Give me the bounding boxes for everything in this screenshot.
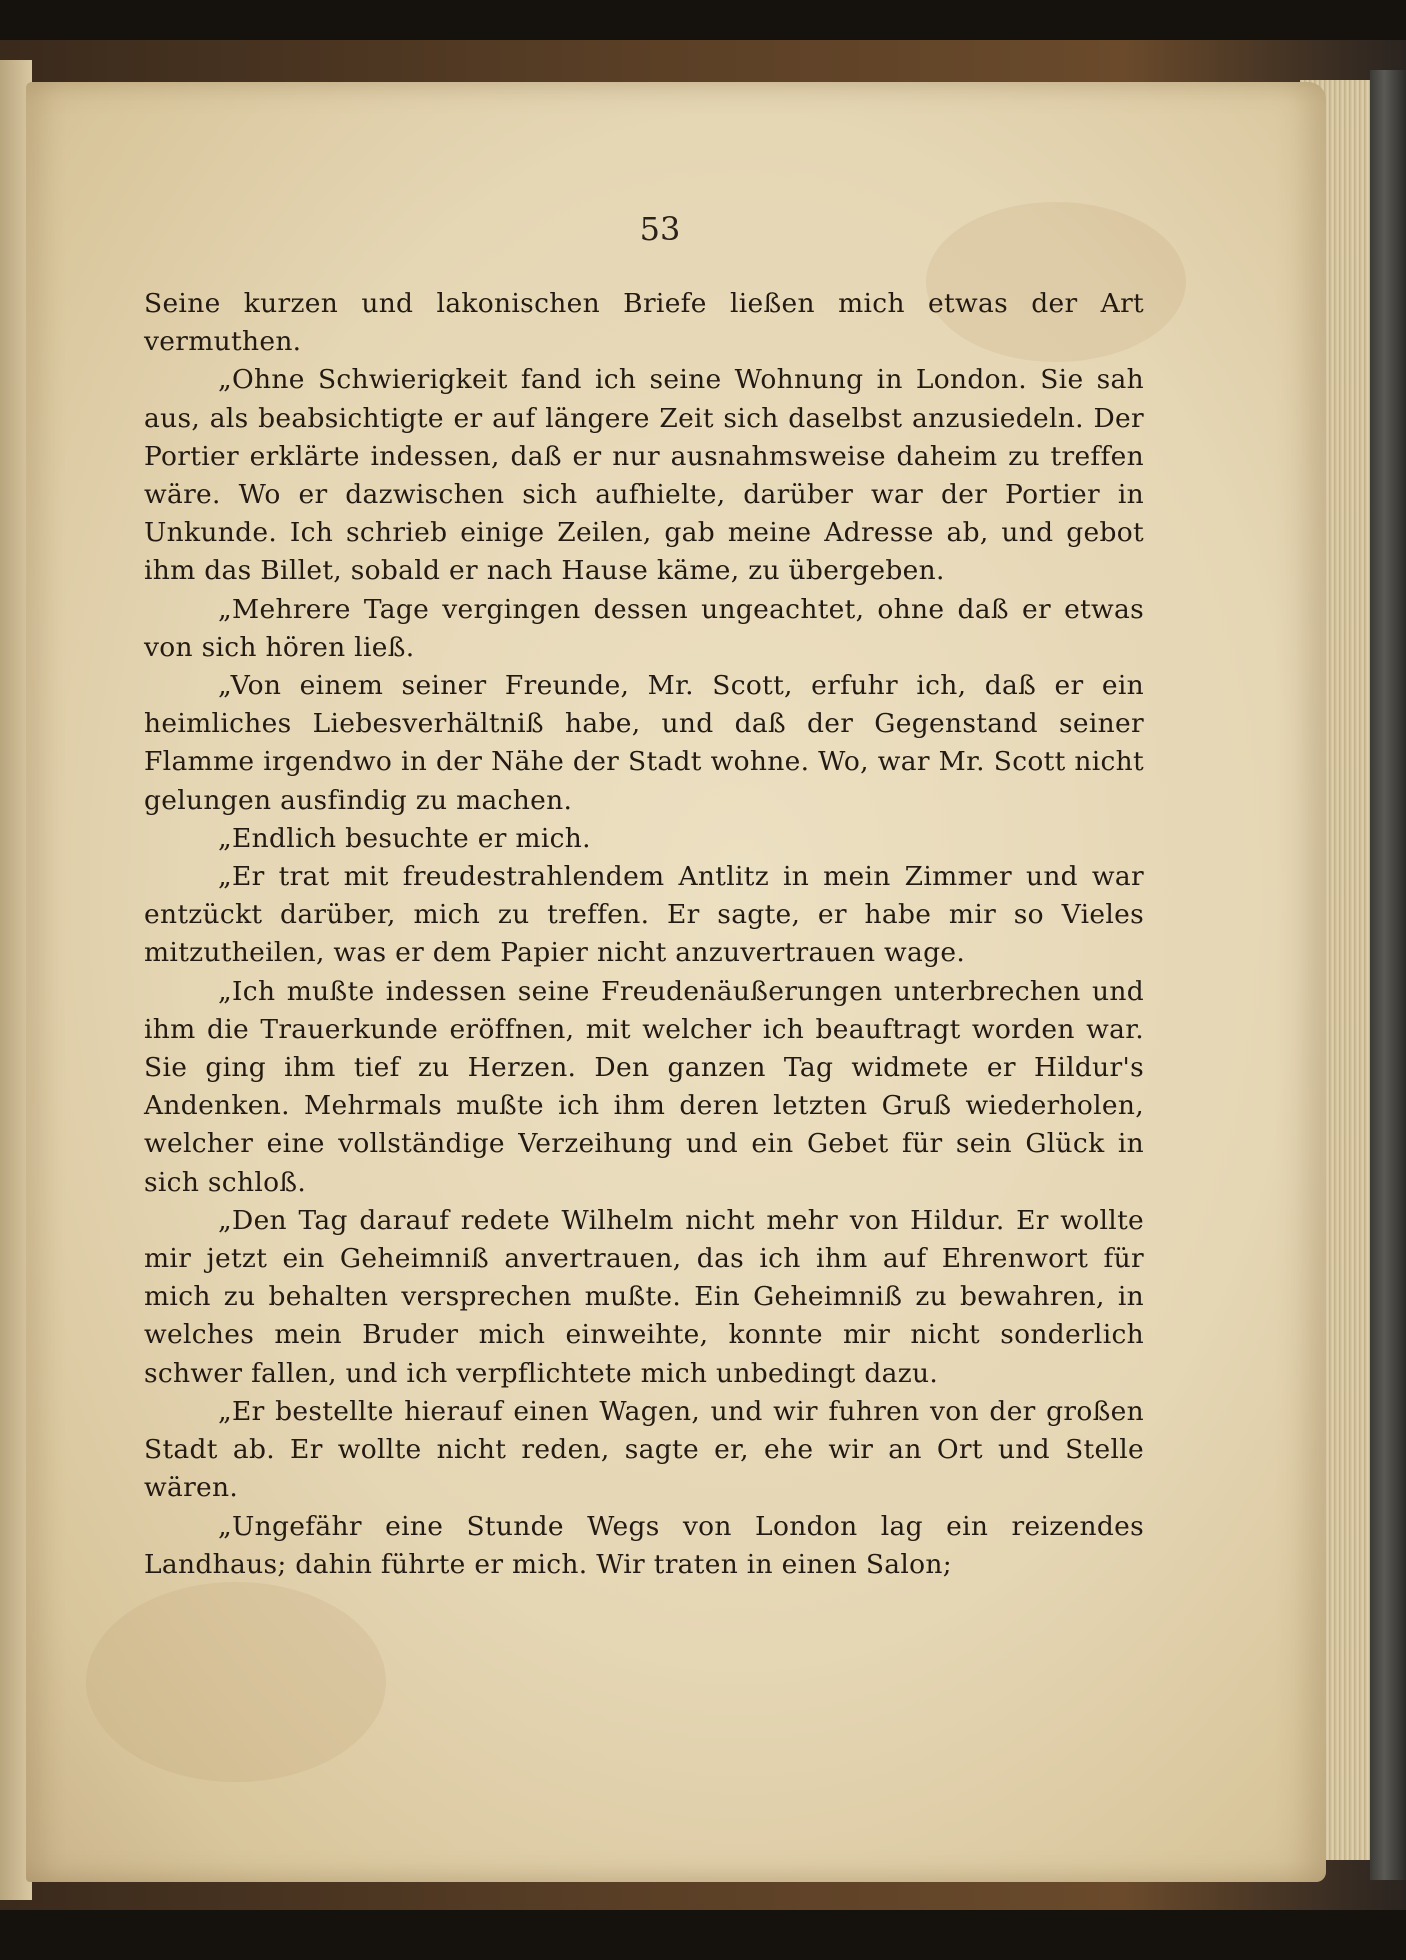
page-number: 53 xyxy=(639,210,681,248)
paragraph: „Ungefähr eine Stunde Wegs von London lag ein reizendes Landhaus; dahin führte er mich. Wir traten in einen Salon; xyxy=(144,1510,1144,1580)
page-text xyxy=(144,285,1144,1584)
paragraph: „Ich mußte indessen seine Freudenäußerungen unterbrechen und ihm die Trauerkunde eröffnen, mit welcher ich beauftragt worden war. Sie ging ihm tief zu Herzen. Den ganzen Tag widmete er Hildur's Andenken. Mehrmals mußte ich ihm deren letzten Gruß wiederholen, welcher eine vollständige Verzeihung und ein Gebet für sein Glück in sich schloß. xyxy=(144,975,1144,1198)
paragraph: „Von einem seiner Freunde, Mr. Scott, erfuhr ich, daß er ein heimliches Liebesverhältniß habe, und daß der Gegenstand seiner Flamme irgendwo in der Nähe der Stadt wohne. Wo, war Mr. Scott nicht gelungen ausfindig zu machen. xyxy=(144,670,1144,816)
paragraph: „Er trat mit freudestrahlendem Antlitz in mein Zimmer und war entzückt darüber, mich zu treffen. Er sagte, er habe mir so Vieles mitzutheilen, was er dem Papier nicht anzuvertrauen wage. xyxy=(144,861,1144,969)
paragraph: „Den Tag darauf redete Wilhelm nicht mehr von Hildur. Er wollte mir jetzt ein Geheimniß anvertrauen, das ich ihm auf Ehrenwort für mich zu behalten versprechen mußte. Ein Geheimniß zu bewahren, in welches mein Bruder mich einweihte, konnte mir nicht sonderlich schwer fallen, und ich verpflichtete mich unbedingt dazu. xyxy=(144,1204,1144,1389)
paragraph: „Ohne Schwierigkeit fand ich seine Wohnung in London. Sie sah aus, als beabsichtigte er auf längere Zeit sich daselbst anzusiedeln. Der Portier erklärte indessen, daß er nur ausnahmsweise daheim zu treffen wäre. Wo er dazwischen sich aufhielte, darüber war der Portier in Unkunde. Ich schrieb einige Zeilen, gab meine Adresse ab, und gebot ihm das Billet, sobald er nach Hause käme, zu übergeben. xyxy=(144,364,1144,587)
paragraph: „Mehrere Tage vergingen dessen ungeachtet, ohne daß er etwas von sich hören ließ. xyxy=(144,593,1144,663)
paragraph: „Endlich besuchte er mich. xyxy=(218,822,591,854)
paragraph: „Er bestellte hierauf einen Wagen, und wir fuhren von der großen Stadt ab. Er wollte nicht reden, sagte er, ehe wir an Ort und Stelle wären. xyxy=(144,1395,1144,1504)
paragraph: Seine kurzen und lakonischen Briefe ließen mich etwas der Art vermuthen. xyxy=(144,288,1144,358)
book-board-right xyxy=(1370,70,1406,1880)
paper-stain xyxy=(86,1582,386,1782)
